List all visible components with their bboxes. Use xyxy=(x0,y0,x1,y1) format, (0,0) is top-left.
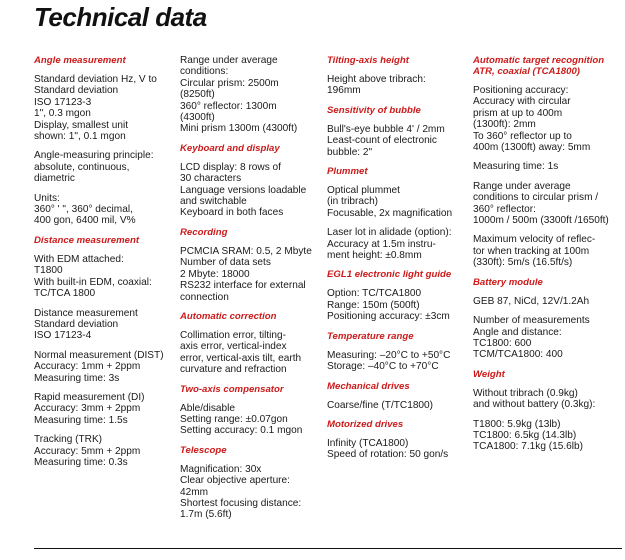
section-heading: Sensitivity of bubble xyxy=(327,104,421,116)
bottom-divider xyxy=(34,548,622,549)
spec-paragraph: Optical plummet (in tribrach) Focusable, 2x magnification xyxy=(327,185,453,219)
spec-paragraph: Infinity (TCA1800) Speed of rotation: 50 gon/s xyxy=(327,437,449,461)
section-heading: EGL1 electronic light guide xyxy=(327,269,452,281)
spec-paragraph: Positioning accuracy: Accuracy with circular prism at up to 400m (1300ft): 2mm To 360° reflector up to 400m (1300ft) away: 5mm xyxy=(473,85,591,154)
section-heading: Recording xyxy=(180,226,228,238)
column-3 xyxy=(327,55,467,469)
spec-paragraph: Measuring time: 1s xyxy=(473,161,559,173)
spec-paragraph: Measuring: –20°C to +50°C Storage: –40°C to +70°C xyxy=(327,349,451,373)
spec-paragraph: Distance measurement Standard deviation ISO 17123-4 xyxy=(34,307,138,342)
section-heading: Motorized drives xyxy=(327,418,404,430)
column-2 xyxy=(180,55,320,529)
column-4 xyxy=(473,55,623,461)
spec-paragraph: Maximum velocity of reflec- tor when tracking at 100m (330ft): 5m/s (16.5ft/s) xyxy=(473,234,596,269)
section-heading: Automatic target recognition ATR, coaxial (TCA1800) xyxy=(473,55,605,77)
spec-paragraph: Units: 360° ' ", 360° decimal, 400 gon, 6400 mil, V% xyxy=(34,192,136,227)
section-heading: Distance measurement xyxy=(34,234,140,246)
column-1 xyxy=(34,55,174,476)
section-heading: Automatic correction xyxy=(180,310,277,322)
section-heading: Telescope xyxy=(180,444,227,456)
spec-paragraph: Option: TC/TCA1800 Range: 150m (500ft) Positioning accuracy: ±3cm xyxy=(327,288,450,323)
spec-paragraph: Able/disable Setting range: ±0.07gon Setting accuracy: 0.1 mgon xyxy=(180,402,303,437)
section-heading: Two-axis compensator xyxy=(180,383,284,395)
spec-paragraph: Angle-measuring principle: absolute, continuous, diametric xyxy=(34,150,154,185)
spec-paragraph: Coarse/fine (T/TC1800) xyxy=(327,399,434,411)
section-heading: Temperature range xyxy=(327,330,414,342)
spec-paragraph: Without tribrach (0.9kg) and without battery (0.3kg): xyxy=(473,387,596,411)
section-heading: Mechanical drives xyxy=(327,380,410,392)
spec-paragraph: GEB 87, NiCd, 12V/1.2Ah xyxy=(473,295,590,307)
spec-paragraph: Collimation error, tilting- axis error, vertical-index error, vertical-axis tilt, earth curvature and refraction xyxy=(180,329,302,376)
section-heading: Weight xyxy=(473,368,505,380)
section-heading: Plummet xyxy=(327,166,368,178)
spec-paragraph: Normal measurement (DIST) Accuracy: 1mm + 2ppm Measuring time: 3s xyxy=(34,349,164,384)
spec-paragraph: PCMCIA SRAM: 0.5, 2 Mbyte Number of data sets 2 Mbyte: 18000 RS232 interface for external connection xyxy=(180,245,312,303)
spec-paragraph: Magnification: 30x Clear objective aperture: 42mm Shortest focusing distance: 1.7m (5.6ft) xyxy=(180,463,302,521)
spec-paragraph: Tracking (TRK) Accuracy: 5mm + 2ppm Measuring time: 0.3s xyxy=(34,434,141,468)
spec-paragraph: Bull's-eye bubble 4' / 2mm Least-count of electronic bubble: 2" xyxy=(327,123,445,158)
spec-paragraph: Standard deviation Hz, V to Standard deviation ISO 17123-3 1", 0.3 mgon Display, smallest unit shown: 1", 0.1 mgon xyxy=(34,74,157,143)
spec-paragraph: Rapid measurement (DI) Accuracy: 3mm + 2ppm Measuring time: 1.5s xyxy=(34,391,145,426)
spec-paragraph: Range under average conditions: Circular prism: 2500m (8250ft) 360° reflector: 1300m (4300ft) Mini prism 1300m (4300ft) xyxy=(180,55,298,135)
section-heading: Keyboard and display xyxy=(180,142,280,154)
spec-paragraph: Number of measurements Angle and distance: TC1800: 600 TCM/TCA1800: 400 xyxy=(473,315,590,361)
spec-paragraph: Range under average conditions to circular prism / 360° reflector: 1000m / 500m (3300ft /1650ft) xyxy=(473,180,609,227)
section-heading: Angle measurement xyxy=(34,55,126,66)
page-title: Technical data xyxy=(34,2,207,32)
spec-paragraph: Laser lot in alidade (option): Accuracy at 1.5m instru- ment height: ±0.8mm xyxy=(327,227,452,262)
spec-paragraph: T1800: 5.9kg (13lb) TC1800: 6.5kg (14.3lb) TCA1800: 7.1kg (15.6lb) xyxy=(473,418,583,453)
section-heading: Battery module xyxy=(473,276,543,288)
spec-paragraph: Height above tribrach: 196mm xyxy=(327,74,426,97)
spec-paragraph: LCD display: 8 rows of 30 characters Language versions loadable and switchable Keyboard in both faces xyxy=(180,161,307,219)
section-heading: Tilting-axis height xyxy=(327,55,409,66)
spec-paragraph: With EDM attached: T1800 With built-in EDM, coaxial: TC/TCA 1800 xyxy=(34,253,152,300)
